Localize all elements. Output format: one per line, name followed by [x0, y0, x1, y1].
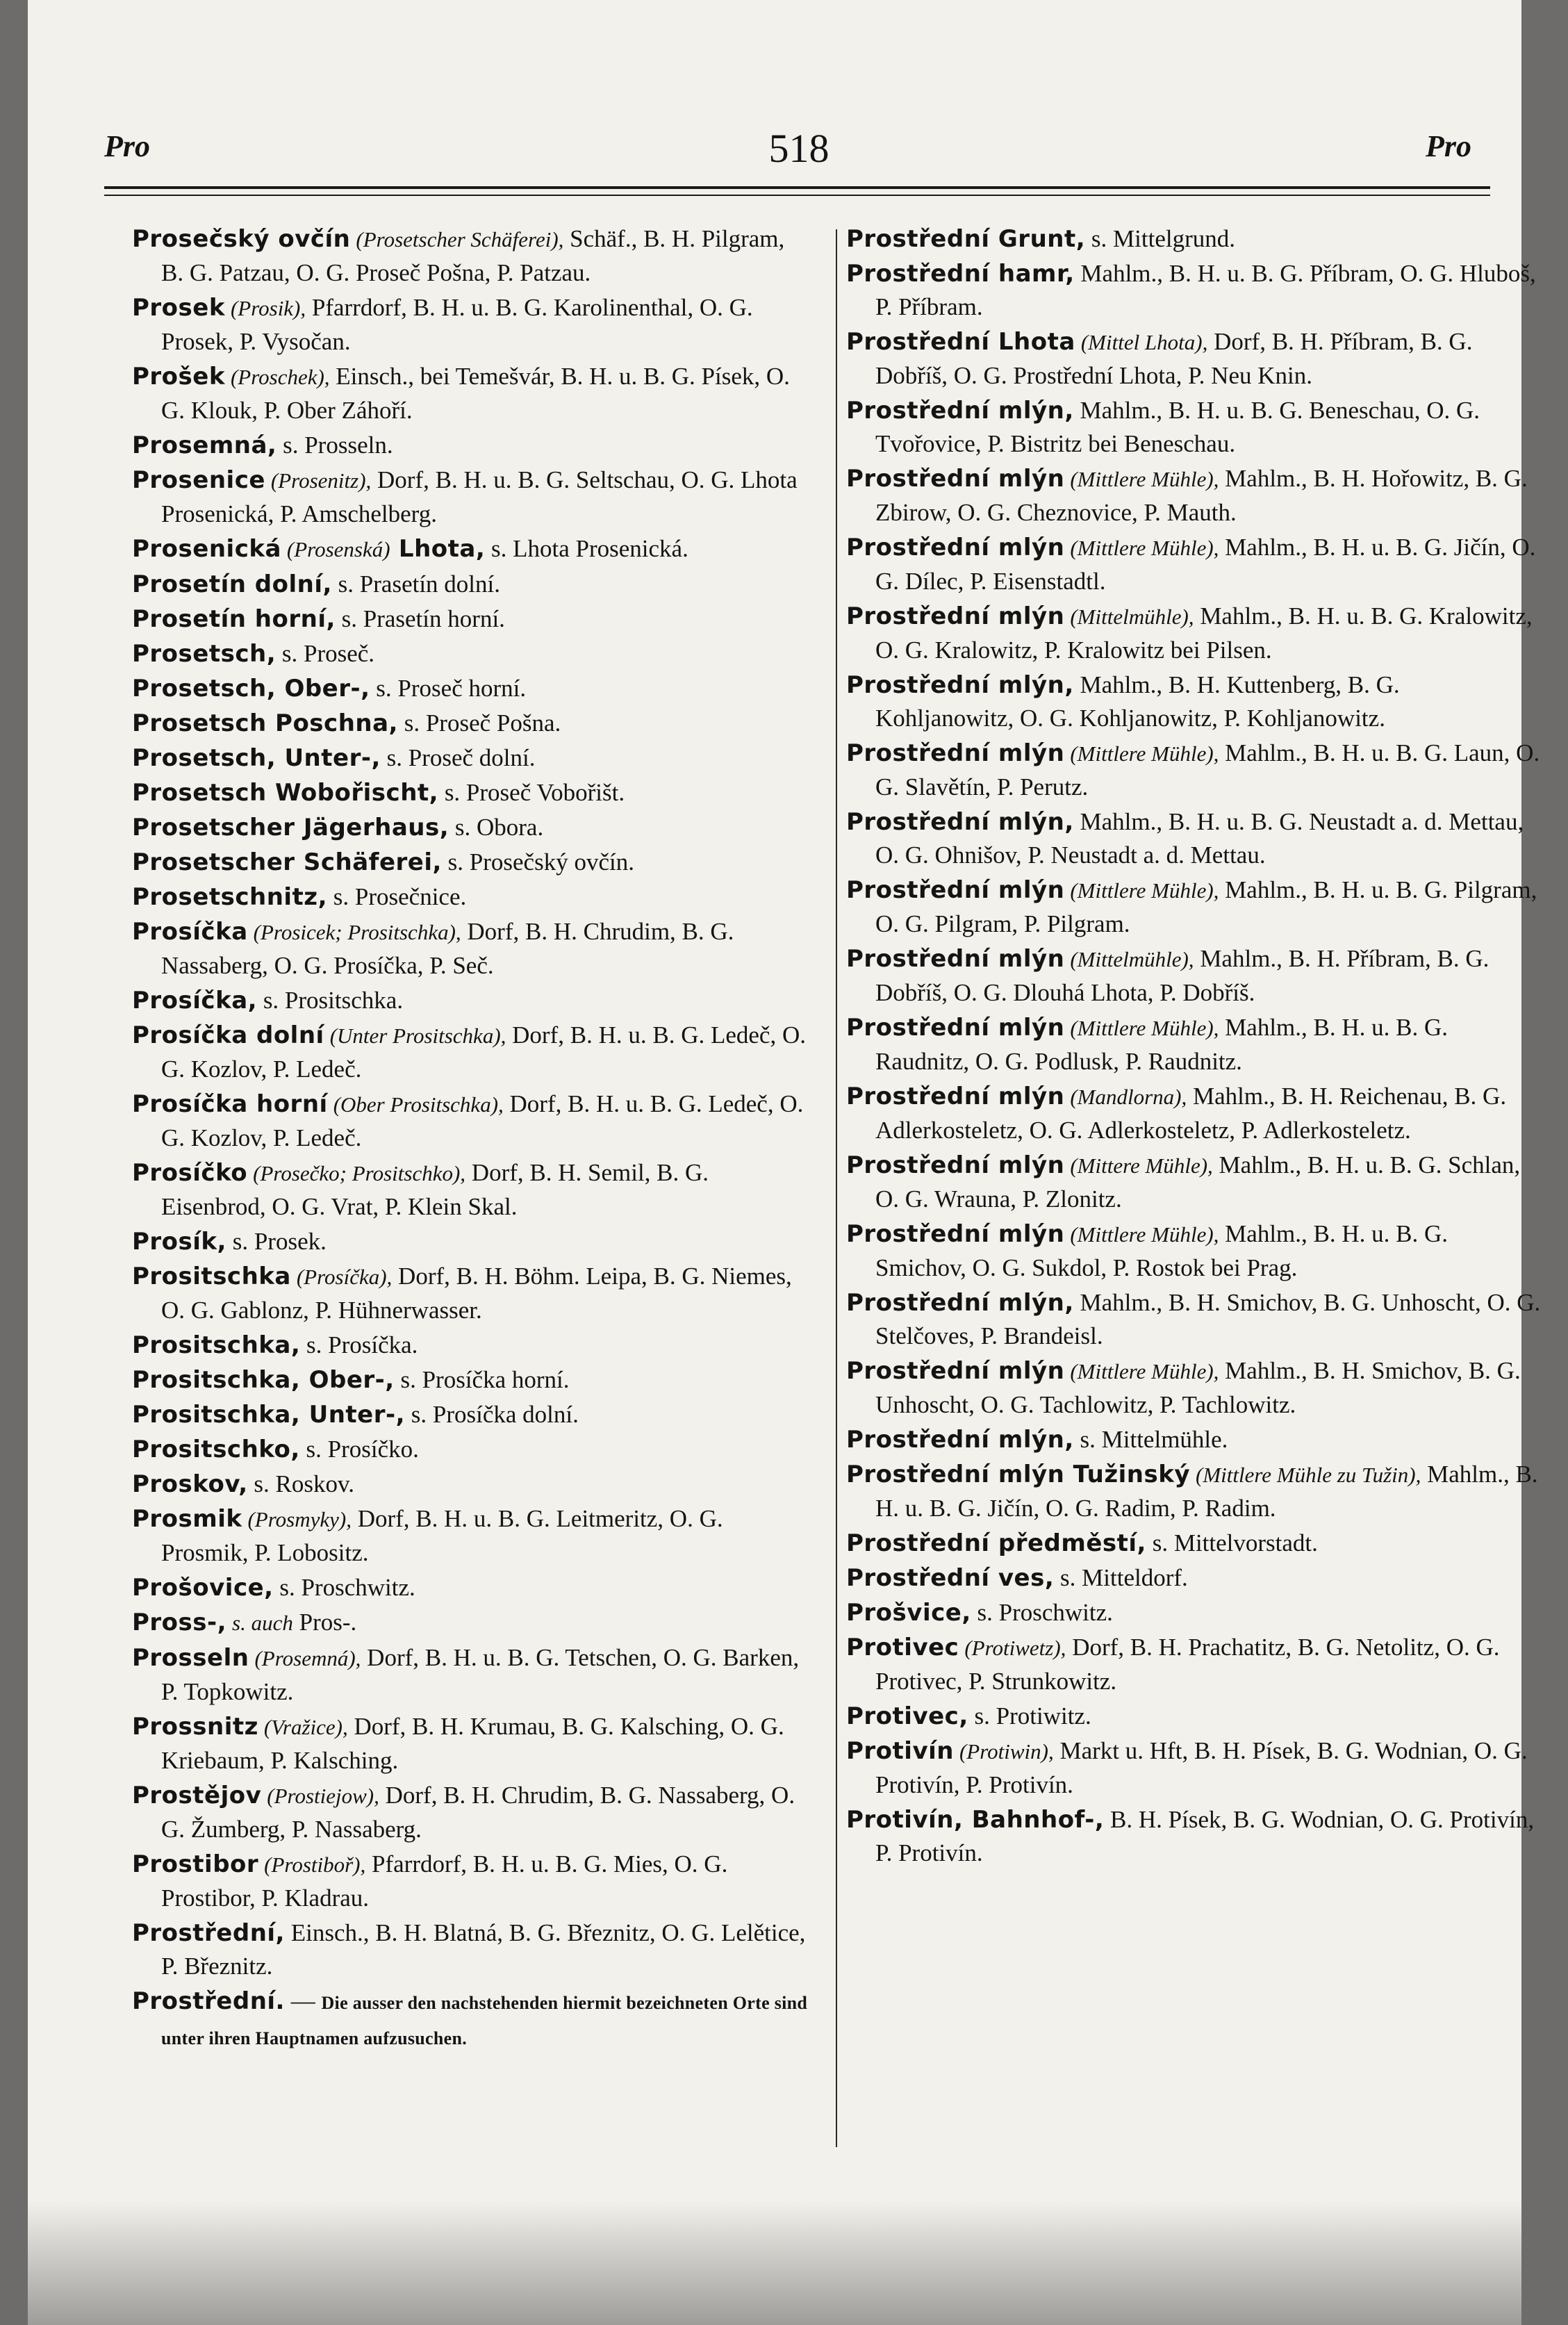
- entry-text: Mahlm., B. H. u. B. G. Schlan, O. G. Wrauna, P. Zlonitz.: [875, 1151, 1521, 1213]
- entry-text: Mahlm., B. H. u. B. G. Raudnitz, O. G. Podlusk, P. Raudnitz.: [875, 1014, 1449, 1075]
- gazetteer-entry: [846, 1286, 1541, 1353]
- dictionary-page: [28, 0, 1541, 2325]
- entry-text: Pfarrdorf, B. H. u. B. G. Mies, O. G. Prostibor, P. Kladrau.: [161, 1850, 728, 1912]
- entry-headword: Prostřední mlýn,: [846, 1289, 1074, 1317]
- entry-text: Dorf, B. H. u. B. G. Seltschau, O. G. Lhota Prosenická, P. Amschelberg.: [161, 466, 798, 527]
- entry-text: s. Prasetín dolní.: [331, 570, 500, 598]
- gazetteer-entry: [132, 1468, 809, 1501]
- entry-text: Mahlm., B. H. u. B. G. Pilgram, O. G. Pilgram, P. Pilgram.: [875, 876, 1537, 937]
- entry-variant: (Mittlere Mühle),: [1070, 467, 1219, 491]
- entry-variant: (Mandlorna),: [1070, 1085, 1187, 1109]
- gazetteer-entry: [132, 1571, 809, 1604]
- entry-variant: (Prosetscher Schäferei),: [356, 227, 564, 252]
- entry-headword: Prosetsch, Unter-,: [132, 744, 381, 772]
- gazetteer-entry: [846, 462, 1541, 529]
- gazetteer-entry: [132, 1848, 809, 1915]
- entry-text: s. Mittelgrund.: [1085, 225, 1235, 252]
- entry-headword: Prostřední mlýn,: [846, 1426, 1074, 1454]
- entry-variant: (Mittlere Mühle),: [1070, 536, 1219, 560]
- gazetteer-entry: [132, 880, 809, 914]
- entry-text: s. Mitteldorf.: [1054, 1564, 1188, 1591]
- entry-headword: Prostřední ves,: [846, 1564, 1055, 1592]
- gazetteer-entry: [846, 1080, 1541, 1147]
- gazetteer-entry: [846, 1354, 1541, 1422]
- gazetteer-entry: [132, 1225, 809, 1258]
- gazetteer-entry: [132, 1260, 809, 1327]
- entry-headword: Prostřední mlýn: [846, 1083, 1065, 1110]
- entry-text: s. Mittelmühle.: [1073, 1426, 1228, 1453]
- gazetteer-entry: [132, 1087, 809, 1155]
- gazetteer-entry: [132, 776, 809, 810]
- entry-text: Schäf., B. H. Pilgram, B. G. Patzau, O. G. Proseč Pošna, P. Patzau.: [161, 225, 785, 286]
- column-divider: [836, 229, 837, 2147]
- entry-variant: (Ober Prositschka),: [333, 1092, 504, 1117]
- running-head-right: Pro: [1426, 129, 1471, 163]
- entry-text: s. Prosek.: [226, 1228, 327, 1255]
- entry-text: s. Proschwitz.: [971, 1599, 1113, 1626]
- gazetteer-entry: [846, 873, 1541, 941]
- entry-headword: Prosek: [132, 294, 225, 322]
- gazetteer-entry: [132, 1156, 809, 1224]
- gazetteer-entry: [132, 1019, 809, 1086]
- entry-variant: (Mittlere Mühle),: [1070, 878, 1219, 903]
- entry-text: Mahlm., B. H. u. B. G. Kralowitz, O. G. Kralowitz, P. Kralowitz bei Pilsen.: [875, 602, 1533, 664]
- gazetteer-entry: [132, 1502, 809, 1570]
- entry-variant: (Mittlere Mühle),: [1070, 1016, 1219, 1040]
- entry-headword: Prostřední,: [132, 1919, 285, 1947]
- entry-headword: Prosetscher Jägerhaus,: [132, 814, 449, 841]
- entry-text: Mahlm., B. H. Reichenau, B. G. Adlerkosteletz, O. G. Adlerkosteletz, P. Adlerkosteletz.: [875, 1083, 1507, 1144]
- entry-headword: Prostřední mlýn: [846, 945, 1065, 973]
- entry-headword: Prosíčko: [132, 1159, 248, 1187]
- entry-headword: Prostějov: [132, 1782, 262, 1809]
- gazetteer-entry: [132, 1329, 809, 1362]
- entry-text: s. Proseč Vobořišt.: [438, 779, 625, 806]
- entry-text: s. Protiwitz.: [968, 1702, 1091, 1730]
- gazetteer-entry: [846, 1561, 1541, 1595]
- gazetteer-entry: [132, 637, 809, 671]
- gazetteer-entry: [132, 1710, 809, 1777]
- entry-headword: Prostřední hamr,: [846, 260, 1075, 288]
- entry-headword: Protivín: [846, 1737, 954, 1765]
- entry-headword: Prostřední mlýn: [846, 1151, 1065, 1179]
- gazetteer-entry: [132, 532, 809, 566]
- entry-text: Einsch., B. H. Blatná, B. G. Březnitz, O. G. Lelětice, P. Březnitz.: [161, 1919, 806, 1980]
- entry-text: Mahlm., B. H. u. B. G. Laun, O. G. Slavětín, P. Perutz.: [875, 739, 1540, 800]
- gazetteer-entry: [132, 1363, 809, 1397]
- page-number: 518: [768, 126, 830, 171]
- gazetteer-entry: [846, 325, 1541, 393]
- entry-headword: Prositschka: [132, 1263, 291, 1290]
- entry-headword: Prošek: [132, 363, 225, 391]
- gazetteer-entry: [846, 668, 1541, 735]
- gazetteer-entry: [132, 741, 809, 775]
- entry-text: Dorf, B. H. Příbram, B. G. Dobříš, O. G. Prostřední Lhota, P. Neu Knin.: [875, 328, 1473, 389]
- entry-text: Mahlm., B. H. Smichov, B. G. Unhoscht, O. G. Tachlowitz, P. Tachlowitz.: [875, 1357, 1521, 1418]
- entry-headword: Prosetsch, Ober-,: [132, 675, 370, 703]
- entry-text: s. Prosseln.: [277, 432, 393, 459]
- entry-variant: (Mittere Mühle),: [1070, 1153, 1213, 1178]
- gazetteer-entry: [846, 600, 1541, 667]
- gazetteer-entry: [846, 394, 1541, 461]
- entry-headword: Prosíčka: [132, 918, 248, 946]
- gazetteer-entry: [846, 737, 1541, 804]
- gazetteer-entry: [132, 1433, 809, 1466]
- entry-variant: (Prosečko; Prositschko),: [253, 1161, 466, 1185]
- entry-text: s. Prosíčka.: [300, 1331, 418, 1358]
- gazetteer-entry: [132, 291, 809, 359]
- entry-headword: Prostibor: [132, 1850, 259, 1878]
- gazetteer-entry: [132, 846, 809, 879]
- entry-text: Dorf, B. H. Krumau, B. G. Kalsching, O. G. Kriebaum, P. Kalsching.: [161, 1713, 784, 1774]
- gazetteer-entry: [132, 568, 809, 601]
- gazetteer-entry: [132, 1916, 809, 1983]
- entry-text: s. Mittelvorstadt.: [1146, 1529, 1318, 1556]
- entry-text: Dorf, B. H. Prachatitz, B. G. Netolitz, O. G. Protivec, P. Strunkowitz.: [875, 1634, 1500, 1695]
- gazetteer-entry: [132, 602, 809, 636]
- entry-headword: Prosetsch,: [132, 640, 277, 668]
- entry-headword: Prositschka, Unter-,: [132, 1401, 406, 1429]
- entry-variant: (Mittlere Mühle),: [1070, 1359, 1219, 1383]
- entry-text: Dorf, B. H. u. B. G. Leitmeritz, O. G. Prosmik, P. Lobositz.: [161, 1505, 723, 1566]
- entry-headword: Prositschka,: [132, 1331, 301, 1359]
- entry-text: Mahlm., B. H. Smichov, B. G. Unhoscht, O. G. Stelčoves, P. Brandeisl.: [875, 1289, 1541, 1349]
- entry-text: Dorf, B. H. Chrudim, B. G. Nassaberg, O. G. Žumberg, P. Nassaberg.: [161, 1782, 795, 1843]
- entry-variant: (Prosmyky),: [247, 1507, 352, 1531]
- entry-headword: Prosíčka,: [132, 987, 258, 1014]
- entry-text: Dorf, B. H. Chrudim, B. G. Nassaberg, O. G. Prosíčka, P. Seč.: [161, 918, 734, 979]
- gazetteer-entry: [846, 1734, 1541, 1802]
- header-rule: [104, 186, 1490, 189]
- entry-text: s. Prositschka.: [257, 987, 404, 1014]
- entry-text: s. Obora.: [449, 814, 544, 841]
- entry-variant: (Prosicek; Prositschka),: [253, 920, 461, 944]
- entry-text: Dorf, B. H. Semil, B. G. Eisenbrod, O. G. Vrat, P. Klein Skal.: [161, 1159, 709, 1220]
- entry-headword: Prostřední mlýn Tužinský: [846, 1461, 1191, 1488]
- entry-variant: (Prostiboř),: [264, 1852, 366, 1877]
- entry-text: s. Roskov.: [247, 1470, 354, 1497]
- entry-headword: Prosíčka horní: [132, 1090, 328, 1118]
- entry-headword: Prostřední mlýn: [846, 602, 1065, 630]
- entry-variant: (Prosenská): [286, 537, 390, 561]
- entry-variant: (Prosíčka),: [296, 1265, 393, 1289]
- gazetteer-entry: [132, 811, 809, 844]
- entry-text: Mahlm., B. H. Příbram, B. G. Dobříš, O. G. Dlouhá Lhota, P. Dobříš.: [875, 945, 1489, 1006]
- entry-headword: Prosenická: [132, 535, 281, 563]
- entry-headword: Pross-,: [132, 1609, 227, 1636]
- entry-text: s. Prosečský ovčín.: [441, 848, 634, 876]
- entry-headword: Prostřední mlýn: [846, 1220, 1065, 1248]
- entry-text: Mahlm., B. H. u. B. G. Beneschau, O. G. Tvořovice, P. Bistritz bei Beneschau.: [875, 397, 1480, 457]
- entry-headword: Prostřední.: [132, 1987, 285, 2015]
- gazetteer-entry: [132, 360, 809, 427]
- entry-text: Dorf, B. H. u. B. G. Ledeč, O. G. Kozlov, P. Ledeč.: [161, 1021, 806, 1083]
- right-column: [846, 222, 1541, 1871]
- entry-headword: Prosetschnitz,: [132, 883, 328, 911]
- gazetteer-entry: [132, 222, 809, 290]
- entry-variant: (Vražice),: [263, 1715, 348, 1739]
- entry-headword: Prostřední mlýn: [846, 465, 1065, 493]
- entry-text: s. Proseč dolní.: [380, 744, 536, 771]
- gazetteer-entry: [846, 1149, 1541, 1216]
- entry-text: Markt u. Hft, B. H. Písek, B. G. Wodnian, O. G. Protivín, P. Protivín.: [875, 1737, 1528, 1798]
- entry-text: Mahlm., B. H. u. B. G. Příbram, O. G. Hluboš, P. Příbram.: [875, 260, 1536, 320]
- gazetteer-entry: [846, 1423, 1541, 1456]
- entry-variant: (Prostiejow),: [267, 1784, 379, 1808]
- entry-headword: Prosetín horní,: [132, 605, 336, 633]
- entry-headword: Prostřední Grunt,: [846, 225, 1086, 253]
- entry-variant: (Protiwin),: [959, 1739, 1054, 1764]
- entry-headword: Prostřední mlýn,: [846, 397, 1074, 425]
- entry-variant: (Mittlere Mühle),: [1070, 1222, 1219, 1247]
- entry-headword: Prosečský ovčín: [132, 225, 351, 253]
- entry-variant: s. auch: [232, 1611, 293, 1635]
- entry-text: Mahlm., B. H. u. B. G. Smichov, O. G. Sukdol, P. Rostok bei Prag.: [875, 1220, 1449, 1281]
- gazetteer-entry: [132, 915, 809, 983]
- entry-variant: (Mittlere Mühle),: [1070, 741, 1219, 766]
- entry-headword: Prostřední Lhota: [846, 328, 1075, 356]
- entry-text: Mahlm., B. H. u. B. G. Neustadt a. d. Mettau, O. G. Ohnišov, P. Neustadt a. d. Mettau.: [875, 808, 1524, 869]
- gazetteer-entry: [132, 463, 809, 531]
- entry-text: Mahlm., B. H. Kuttenberg, B. G. Kohljanowitz, O. G. Kohljanowitz, P. Kohljanowitz.: [875, 671, 1400, 732]
- entry-variant: (Prosik),: [230, 296, 306, 320]
- entry-variant: (Protiwetz),: [964, 1636, 1066, 1660]
- entry-headword: Prošvice,: [846, 1599, 971, 1627]
- entry-headword: Prosík,: [132, 1228, 226, 1256]
- entry-text: s. Prosíčka dolní.: [405, 1401, 579, 1428]
- entry-headword: Protivín, Bahnhof-,: [846, 1806, 1105, 1834]
- gazetteer-entry: [846, 805, 1541, 872]
- entry-variant: (Proschek),: [230, 365, 330, 389]
- gazetteer-entry: [846, 1631, 1541, 1698]
- entry-variant: (Unter Prositschka),: [329, 1024, 506, 1048]
- entry-headword: Prostřední mlýn,: [846, 808, 1074, 836]
- entry-headword: Protivec: [846, 1634, 959, 1661]
- entry-headword: Prostřední mlýn,: [846, 671, 1074, 699]
- entry-text: Pfarrdorf, B. H. u. B. G. Karolinenthal, O. G. Prosek, P. Vysočan.: [161, 294, 753, 355]
- gazetteer-entry: [846, 257, 1541, 324]
- entry-text: s. Proseč.: [276, 640, 375, 667]
- gazetteer-entry: [132, 429, 809, 462]
- entry-headword: Prosíčka dolní: [132, 1021, 324, 1049]
- gazetteer-entry: [846, 1803, 1541, 1870]
- entry-headword: Prostřední mlýn: [846, 534, 1065, 561]
- gazetteer-entry: [132, 707, 809, 740]
- gazetteer-entry: [846, 1596, 1541, 1629]
- gazetteer-entry: [846, 942, 1541, 1010]
- entry-headword: Proskov,: [132, 1470, 248, 1498]
- entry-text: Dorf, B. H. Böhm. Leipa, B. G. Niemes, O. G. Gablonz, P. Hühnerwasser.: [161, 1263, 792, 1324]
- entry-headword: Prosmik: [132, 1505, 242, 1533]
- entry-headword: Prosetsch Poschna,: [132, 709, 398, 737]
- entry-headword: Prosenice: [132, 466, 265, 494]
- entry-headword: Prosetsch Wobořischt,: [132, 779, 439, 807]
- gazetteer-entry: [846, 531, 1541, 598]
- running-head-left: Pro: [104, 129, 150, 163]
- entry-text: Dorf, B. H. u. B. G. Ledeč, O. G. Kozlov, P. Ledeč.: [161, 1090, 804, 1151]
- entry-headword: Prossnitz: [132, 1713, 258, 1741]
- header-rule-thin: [104, 195, 1490, 196]
- entry-headword: Prosetscher Schäferei,: [132, 848, 442, 876]
- gazetteer-entry: [846, 1458, 1541, 1525]
- left-column: [132, 222, 809, 2057]
- entry-note: Die ausser den nachstehenden hiermit bezeichneten Orte sind unter ihren Hauptnamen aufzusuchen.: [161, 1993, 808, 2048]
- entry-variant: (Prosenitz),: [270, 468, 372, 493]
- entry-headword: Prostřední mlýn: [846, 876, 1065, 904]
- entry-variant: (Mittelmühle),: [1070, 947, 1194, 971]
- entry-text: s. Prasetín horní.: [335, 605, 505, 632]
- entry-text: —: [284, 1987, 322, 2014]
- entry-headword: Prostřední mlýn: [846, 739, 1065, 767]
- entry-text: Mahlm., B. H. Hořowitz, B. G. Zbirow, O. G. Cheznovice, P. Mauth.: [875, 465, 1528, 526]
- entry-headword: Prostřední mlýn: [846, 1014, 1065, 1042]
- entry-variant: (Prosemná),: [254, 1646, 361, 1670]
- entry-text: s. Proschwitz.: [273, 1574, 415, 1601]
- entry-text: s. Lhota Prosenická.: [485, 535, 688, 562]
- entry-text: Dorf, B. H. u. B. G. Tetschen, O. G. Barken, P. Topkowitz.: [161, 1644, 800, 1705]
- entry-text: s. Prosečnice.: [327, 883, 467, 910]
- entry-headword-cont: Lhota,: [390, 535, 486, 563]
- gazetteer-entry: [846, 1527, 1541, 1560]
- entry-text: Mahlm., B. H. u. B. G. Jičín, O. G. Dílec, P. Eisenstadtl.: [875, 534, 1536, 595]
- gazetteer-entry: [132, 672, 809, 705]
- entry-headword: Prosemná,: [132, 432, 277, 459]
- entry-variant: (Mittel Lhota),: [1080, 330, 1208, 354]
- entry-headword: Prositschko,: [132, 1436, 300, 1463]
- entry-headword: Prostřední mlýn: [846, 1357, 1065, 1385]
- entry-variant: (Mittelmühle),: [1070, 605, 1194, 629]
- entry-text: Mahlm., B. H. u. B. G. Jičín, O. G. Radim, P. Radim.: [875, 1461, 1538, 1522]
- gazetteer-entry: [846, 1011, 1541, 1078]
- entry-headword: Prošovice,: [132, 1574, 274, 1602]
- entry-text: s. Prosíčka horní.: [394, 1366, 570, 1393]
- entry-headword: Protivec,: [846, 1702, 968, 1730]
- gazetteer-entry: [132, 984, 809, 1017]
- entry-text: s. Proseč Pošna.: [397, 709, 561, 737]
- entry-variant: (Mittlere Mühle zu Tužin),: [1196, 1463, 1421, 1487]
- entry-text: Pros-.: [292, 1609, 357, 1636]
- entry-headword: Prosseln: [132, 1644, 249, 1672]
- gazetteer-entry: [846, 222, 1541, 256]
- entry-headword: Prositschka, Ober-,: [132, 1366, 395, 1394]
- entry-text: s. Proseč horní.: [370, 675, 527, 702]
- entry-text: s. Prosíčko.: [299, 1436, 419, 1463]
- entry-headword: Prostřední předměstí,: [846, 1529, 1146, 1557]
- gazetteer-entry: [846, 1700, 1541, 1733]
- gazetteer-entry: [132, 1606, 809, 1640]
- gazetteer-entry: [132, 1985, 809, 2055]
- entry-headword: Prosetín dolní,: [132, 570, 332, 598]
- entry-text: B. H. Písek, B. G. Wodnian, O. G. Protivín, P. Protivín.: [875, 1806, 1535, 1866]
- gazetteer-entry: [846, 1217, 1541, 1285]
- entry-text: Einsch., bei Temešvár, B. H. u. B. G. Písek, O. G. Klouk, P. Ober Záhoří.: [161, 363, 790, 424]
- gazetteer-entry: [132, 1641, 809, 1709]
- gazetteer-entry: [132, 1779, 809, 1846]
- gazetteer-entry: [132, 1398, 809, 1431]
